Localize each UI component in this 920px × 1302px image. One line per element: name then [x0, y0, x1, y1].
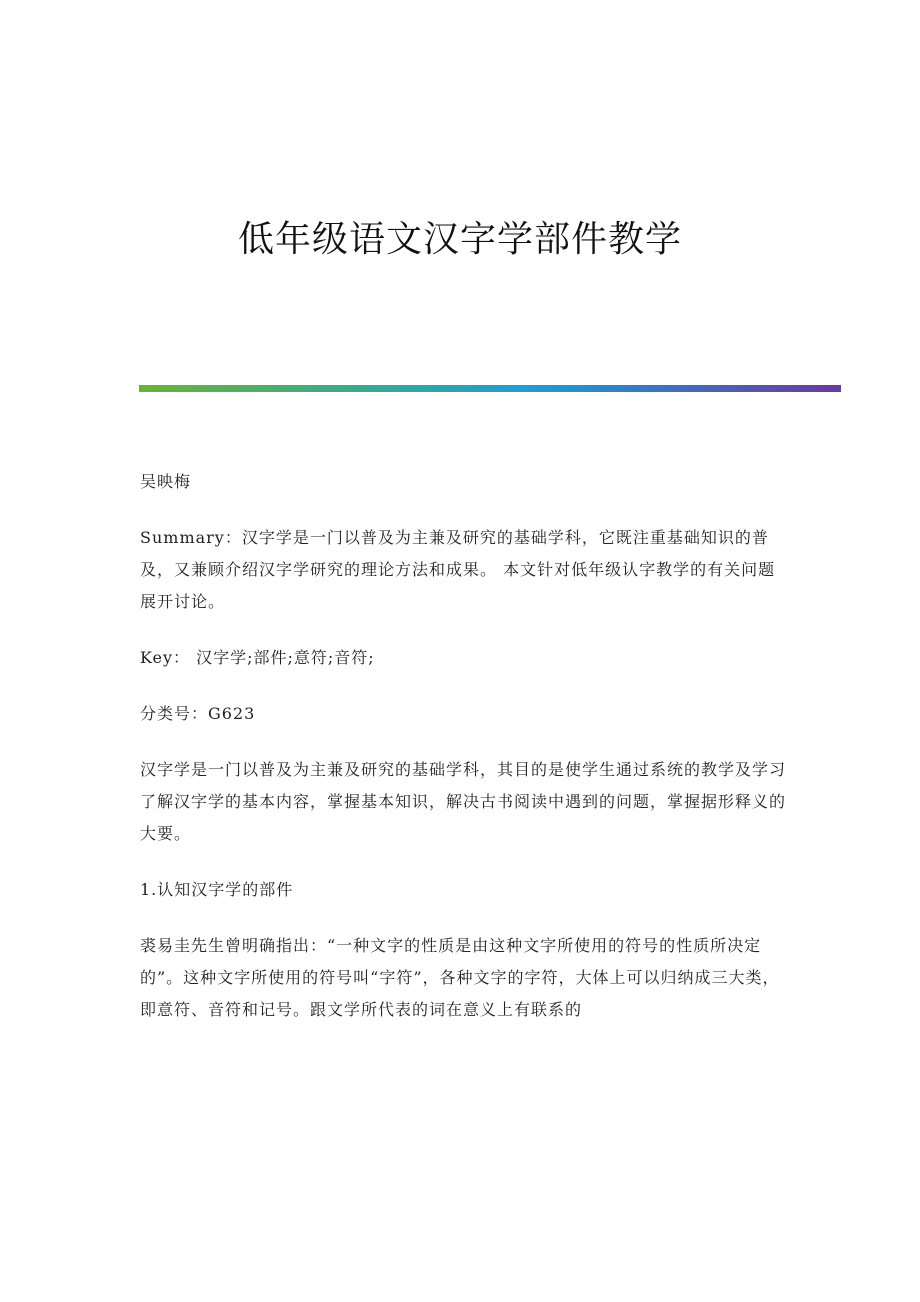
section-heading-1: 1.认知汉字学的部件 [140, 880, 294, 899]
document-title: 低年级语文汉字学部件教学 [237, 219, 682, 260]
body-paragraph-1: 汉字学是一门以普及为主兼及研究的基础学科，其目的是使学生通过系统的教学及学习了解汉字学的基本内容，掌握基本知识，解决古书阅读中遇到的问题，掌握据形释义的大要。 [140, 760, 787, 843]
summary-paragraph: Summary：汉字学是一门以普及为主兼及研究的基础学科，它既注重基础知识的普及，又兼顾介绍汉字学研究的理论方法和成果。 本文针对低年级认字教学的有关问题展开讨论。 [140, 528, 776, 611]
author-name: 吴映梅 [140, 472, 192, 491]
keywords-line: Key： 汉字学;部件;意符;音符; [140, 648, 375, 667]
document-body [140, 466, 790, 1050]
body-paragraph-2: 裘易圭先生曾明确指出：“一种文字的性质是由这种文字所使用的符号的性质所决定的”。这种文字所使用的符号叫“字符”，各种文字的字符，大体上可以归纳成三大类，即意符、音符和记号。跟文学所代表的词在意义上有联系的 [140, 936, 780, 1019]
classification-line: 分类号：G623 [140, 704, 256, 723]
gradient-divider [139, 385, 841, 392]
